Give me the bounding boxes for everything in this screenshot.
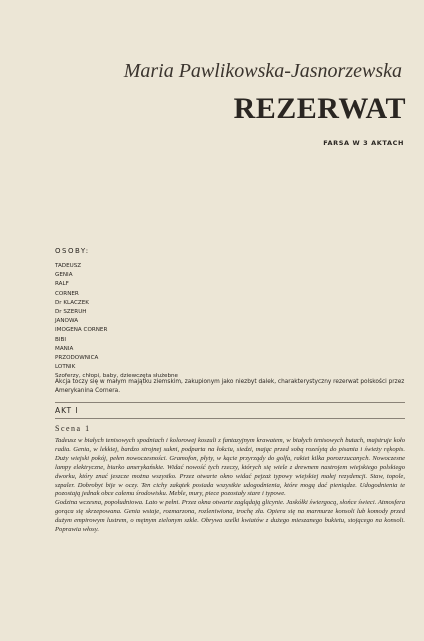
- cast-member: TADEUSZ: [55, 263, 82, 269]
- cast-member: PRZODOWNICA: [55, 355, 99, 362]
- cast-member: Dr SZERUH: [55, 309, 87, 316]
- scene-heading: Scena 1: [55, 424, 91, 433]
- cast-member: CORNER: [55, 290, 79, 297]
- cast-extras: Szoferzy, chłopi, baby, dziewczęta służebne: [55, 373, 178, 380]
- cast-member: JANOWA: [55, 318, 79, 325]
- cast-member: LOTNIK: [55, 364, 76, 371]
- cast-heading: OSOBY:: [55, 247, 90, 255]
- divider: [55, 418, 405, 419]
- cast-member: MANIA: [55, 345, 74, 352]
- play-subtitle: FARSA W 3 AKTACH: [323, 139, 404, 147]
- cast-member: GENIA: [55, 272, 73, 279]
- setting-description: Akcja toczy się w małym majątku ziemskim, zakupionym jako niezbyt dalek, charakterystyczny rezerwat polskości przez Amerykanina Cornera.: [55, 379, 405, 394]
- stage-directions: [55, 437, 405, 535]
- cast-member: IMOGENA CORNER: [55, 327, 108, 334]
- act-heading: AKT I: [55, 406, 79, 415]
- cast-member: RALF: [55, 281, 69, 288]
- play-title: REZERWAT: [233, 92, 406, 125]
- cast-member: Dr KLACZEK: [55, 299, 89, 306]
- divider: [55, 402, 405, 403]
- body-paragraph: Tadeusz w białych tenisowych spodniach i kolorowej koszuli z fantazyjnym krawatem, w białych tenisowych butach, majstruje koło radia. Genia, w lekkiej, bardzo strojnej sukni, podparta na łokciu, siedzi, mając przed sobą roześytą do pisania i świeży rękopis. Duży wiejski pokój, pełen nowoczesności. Gramofon, płyty, w kącie przyrządy do golfa, rakiet kilka porozrzucanych. Nowoczesne lampy elektryczne, biurko amerykańskie. Widać nowość tych rzeczy, których się wiele z drewnem nastrojem wiejskiego polskiego dworku, który znać jeszcze można wszystko. Przez otwarte okno widać pejzaż typowy wiejskiej małej rezydencji. Staw, topole, szpaler. Dobrobyt bije w oczy. Ten cichy zakątek posiada wszystkie udogodnienia, które mogą dać pieniądze. Udogodnienia te pozostają jednak obce całemu środowisku. Meble, mury, piece pozostały stare i typowe.: [55, 437, 405, 498]
- body-paragraph: Godzina wczesna, popołudniowa. Lato w pełni. Przez okna otwarte zaglądają glicynie. Jaskółki świergocą, słońce świeci. Atmosfera gorąca się skrzepowana. Genia wstaje, rozmarzona, rozleniwiona, trochę zła. Opiera się na marmurze konsoli lub komody przed dużym empirowym lustrem, o mętnym zielonym szkle. Obrywa szelki kwiatów z dużego mieszanego bukietu, stojącego na konsoli. Poprawia włosy.: [55, 499, 405, 534]
- cast-member: BIBI: [55, 336, 66, 343]
- cast-list: [55, 262, 178, 382]
- author-name: Maria Pawlikowska-Jasnorzewska: [123, 60, 402, 82]
